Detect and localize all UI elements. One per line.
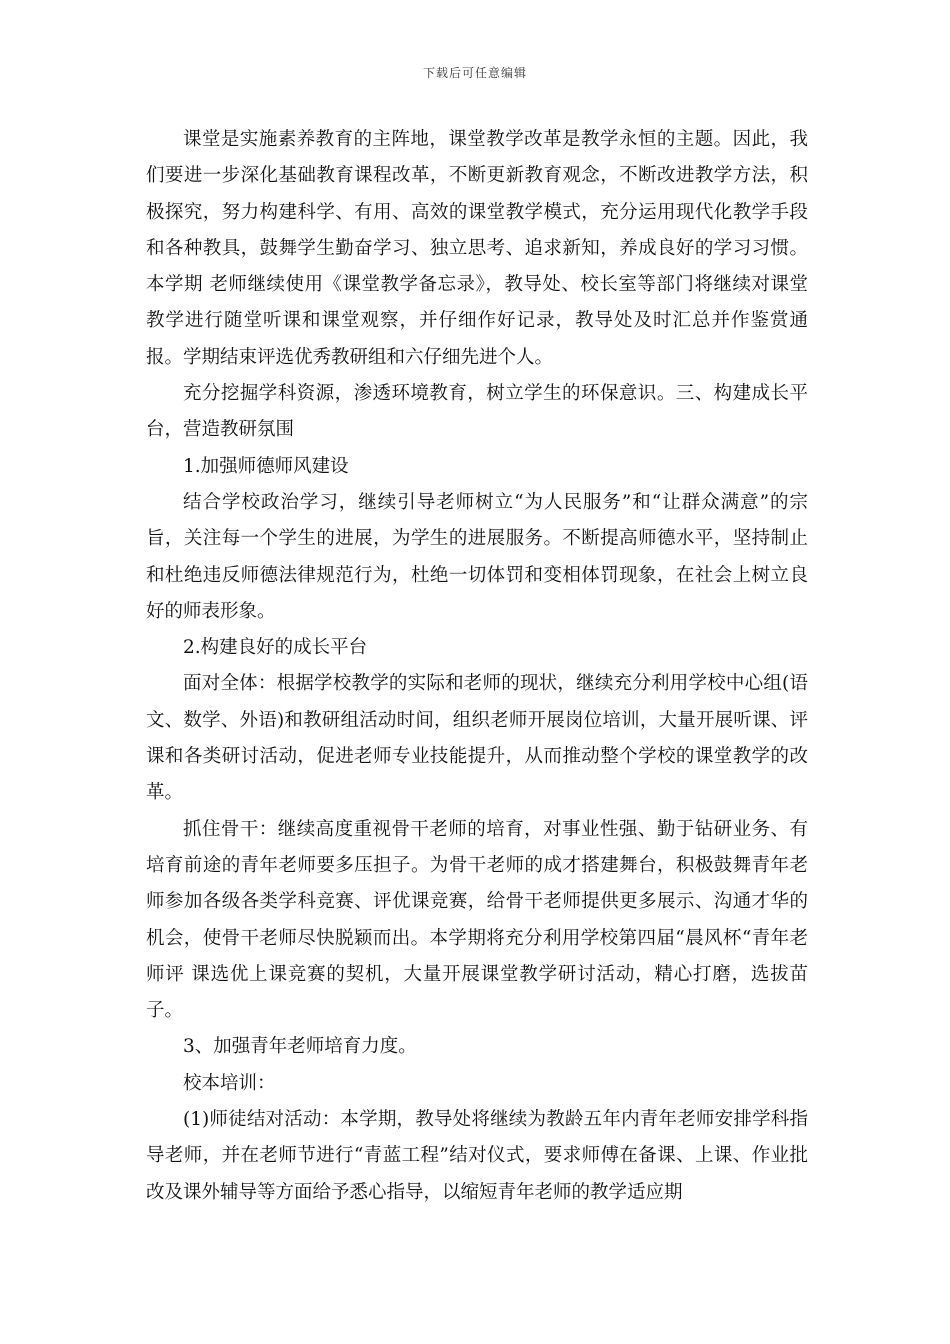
- paragraph: 校本培训：: [183, 1072, 276, 1094]
- page-header: 下载后可任意编辑: [422, 66, 527, 80]
- paragraph: 充分挖掘学科资源，渗透环境教育，树立学生的环保意识。三、构建成长平台，营造教研氛围: [146, 383, 808, 441]
- paragraph: (1)师徒结对活动：本学期，教导处将继续为教龄五年内青年老师安排学科指导老师，并在老师节进行“青蓝工程”结对仪式，要求师傅在备课、上课、作业批改及课外辅导等方面给予悉心指导，以缩短青年老师的教学适应期: [146, 1109, 808, 1203]
- document-body: [146, 122, 808, 1211]
- paragraph: 结合学校政治学习，继续引导老师树立“为人民服务”和“让群众满意”的宗旨，关注每一个学生的进展，为学生的进展服务。不断提高师德水平，坚持制止和杜绝违反师德法律规范行为，杜绝一切体罚和变相体罚现象，在社会上树立良好的师表形象。: [146, 491, 808, 622]
- section-heading: 2.构建良好的成长平台: [183, 637, 368, 659]
- paragraph: 课堂是实施素养教育的主阵地，课堂教学改革是教学永恒的主题。因此，我们要进一步深化基础教育课程改革，不断更新教育观念，不断改进教学方法，积极探究，努力构建科学、有用、高效的课堂教学模式，充分运用现代化教学手段和各种教具，鼓舞学生勤奋学习、独立思考、追求新知，养成良好的学习习惯。本学期 老师继续使用《课堂教学备忘录》，教导处、校长室等部门将继续对课堂教学进行随堂听课和课堂观察，并仔细作好记录，教导处及时汇总并作鉴赏通报。学期结束评选优秀教研组和六仔细先进个人。: [146, 129, 808, 368]
- section-heading: 1.加强师德师风建设: [183, 455, 349, 477]
- paragraph: 抓住骨干：继续高度重视骨干老师的培育，对事业性强、勤于钻研业务、有培育前途的青年老师要多压担子。为骨干老师的成才搭建舞台，积极鼓舞青年老师参加各级各类学科竞赛、评优课竞赛，给骨干老师提供更多展示、沟通才华的机会，使骨干老师尽快脱颖而出。本学期将充分利用学校第四届“晨风杯“青年老师评 课选优上课竞赛的契机，大量开展课堂教学研讨活动，精心打磨，选拔苗子。: [146, 818, 808, 1022]
- section-heading: 3、加强青年老师培育力度。: [183, 1036, 417, 1058]
- paragraph: 面对全体：根据学校教学的实际和老师的现状，继续充分利用学校中心组(语文、数学、外语)和教研组活动时间，组织老师开展岗位培训，大量开展听课、评课和各类研讨活动，促进老师专业技能提升，从而推动整个学校的课堂教学的改革。: [146, 673, 808, 804]
